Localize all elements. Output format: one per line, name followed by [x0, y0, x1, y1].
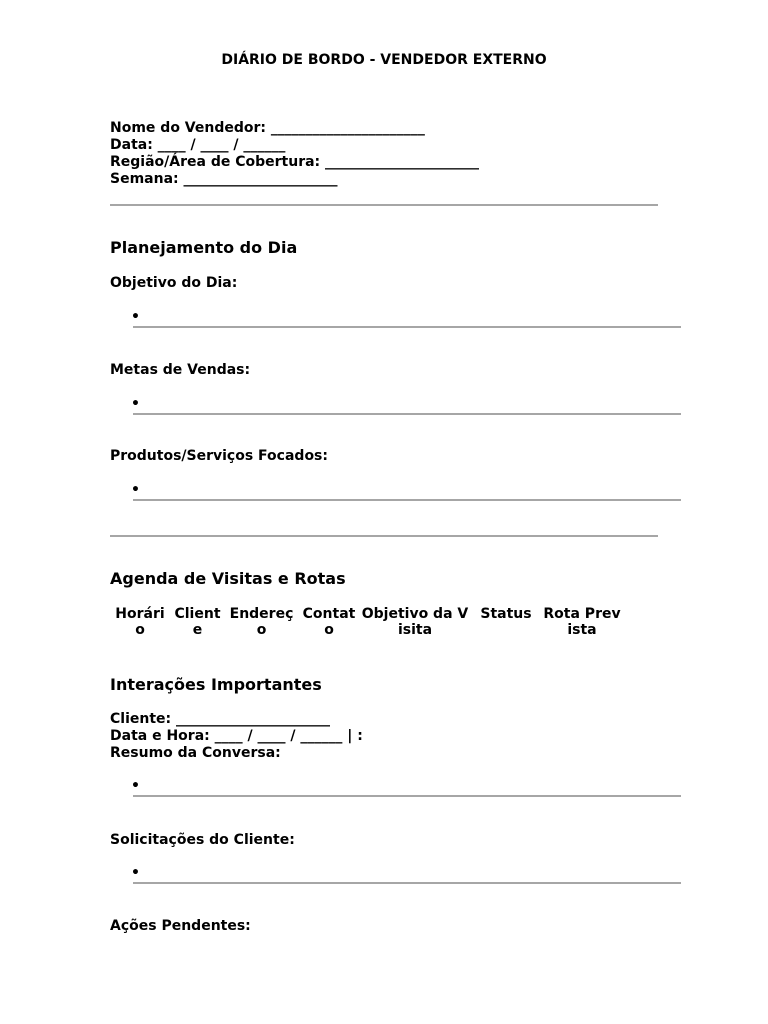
summary-bullet-line [131, 778, 681, 797]
interaction-fields [110, 711, 363, 762]
client-field: Cliente: ______________________ [110, 711, 330, 727]
datetime-field: Data e Hora: ____ / ____ / ______ | : [110, 728, 363, 744]
agenda-table [110, 604, 622, 640]
metas-label: Metas de Vendas: [110, 362, 251, 378]
summary-label: Resumo da Conversa: [110, 745, 281, 761]
column-header: Horário [115, 606, 165, 638]
produtos-bullet-line [131, 482, 681, 501]
produtos-label: Produtos/Serviços Focados: [110, 448, 328, 464]
section-title-interacoes: Interações Importantes [110, 675, 322, 694]
week-field: Semana: ______________________ [110, 171, 338, 187]
document-title: DIÁRIO DE BORDO - VENDEDOR EXTERNO [221, 52, 547, 68]
header-fields [110, 120, 479, 188]
column-header: Rota Prevista [543, 606, 621, 638]
acoes-label: Ações Pendentes: [110, 918, 251, 934]
metas-bullet-line [131, 396, 681, 415]
section-title-agenda: Agenda de Visitas e Rotas [110, 569, 346, 588]
column-header: Cliente [174, 606, 221, 638]
bullet: • [131, 482, 140, 498]
solicitacoes-bullet-line [131, 865, 681, 884]
column-header: Status [480, 606, 532, 622]
date-field: Data: ____ / ____ / ______ [110, 137, 286, 153]
table-header-row [110, 604, 622, 640]
region-field: Região/Área de Cobertura: ______________________ [110, 154, 480, 170]
divider [110, 204, 658, 206]
bullet: • [131, 309, 140, 325]
bullet: • [131, 865, 140, 881]
objetivo-bullet-line [131, 309, 681, 328]
column-header: Objetivo da Visita [361, 606, 469, 638]
section-title-planejamento: Planejamento do Dia [110, 238, 298, 257]
seller-name-field: Nome do Vendedor: ______________________ [110, 120, 425, 136]
column-header: Contato [302, 606, 356, 638]
divider [110, 535, 658, 537]
objetivo-label: Objetivo do Dia: [110, 275, 238, 291]
column-header: Endereço [229, 606, 294, 638]
bullet: • [131, 396, 140, 412]
solicitacoes-label: Solicitações do Cliente: [110, 832, 295, 848]
bullet: • [131, 778, 140, 794]
